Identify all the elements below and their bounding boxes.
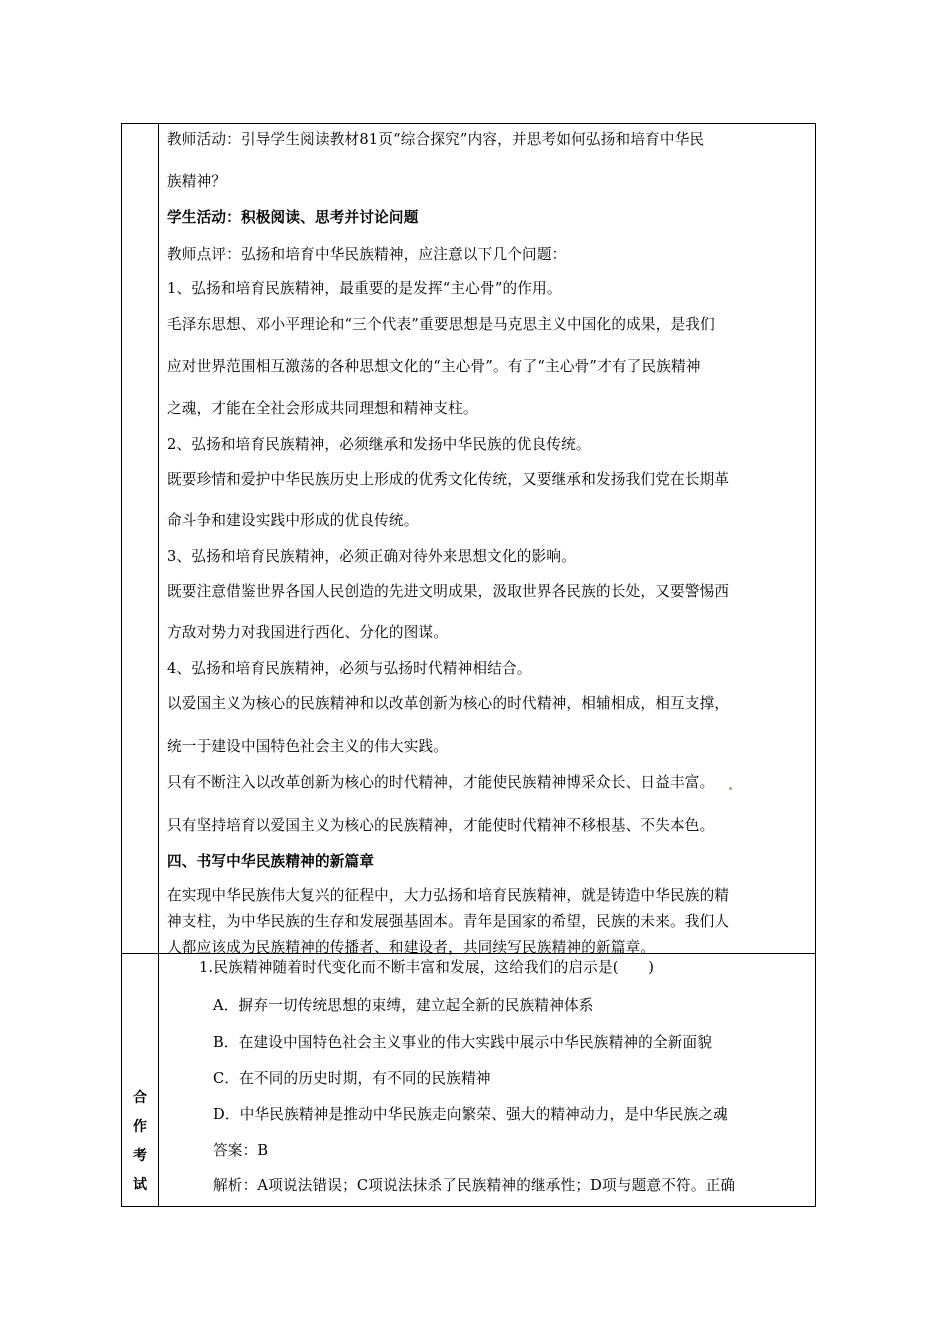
content-line: 在实现中华民族伟大复兴的征程中，大力弘扬和培育民族精神，就是铸造中华民族的精: [167, 887, 730, 904]
content-line: 应对世界范围相互激荡的各种思想文化的“主心骨”。有了“主心骨”才有了民族精神: [167, 358, 701, 375]
content-line: 以爱国主义为核心的民族精神和以改革创新为核心的时代精神，相辅相成，相互支撑，: [167, 695, 730, 712]
quiz-answer: 答案：B: [213, 1142, 269, 1159]
content-line: 毛泽东思想、邓小平理论和“三个代表”重要思想是马克思主义中国化的成果，是我们: [167, 316, 715, 333]
content-heading: 四、书写中华民族精神的新篇章: [167, 853, 375, 870]
quiz-option-b: B．在建设中国特色社会主义事业的伟大实践中展示中华民族精神的全新面貌: [213, 1034, 713, 1051]
content-line: 只有不断注入以改革创新为核心的时代精神，才能使民族精神博采众长、日益丰富。: [167, 774, 715, 791]
quiz-question: 1.民族精神随着时代变化而不断丰富和发展，这给我们的启示是( ): [199, 959, 655, 976]
content-line: 统一于建设中国特色社会主义的伟大实践。: [167, 738, 449, 755]
quiz-analysis: 解析：A项说法错误；C项说法抹杀了民族精神的继承性；D项与题意不符。正确: [213, 1177, 736, 1194]
content-line: 4、弘扬和培育民族精神，必须与弘扬时代精神相结合。: [167, 660, 532, 677]
section-label-char: 试: [133, 1177, 147, 1193]
quiz-option-c: C．在不同的历史时期，有不同的民族精神: [213, 1070, 491, 1087]
section-label-char: 考: [133, 1148, 147, 1164]
content-line: 教师活动：引导学生阅读教材81页“综合探究”内容，并思考如何弘扬和培育中华民: [167, 131, 705, 148]
content-line: 人都应该成为民族精神的传播者、和建设者，共同续写民族精神的新篇章。: [167, 939, 656, 956]
column-divider: [158, 123, 159, 1207]
content-line: 族精神？: [167, 173, 227, 190]
content-line: 命斗争和建设实践中形成的优良传统。: [167, 512, 419, 529]
quiz-option-a: A．摒弃一切传统思想的束缚，建立起全新的民族精神体系: [213, 997, 594, 1014]
content-line: 2、弘扬和培育民族精神，必须继承和发扬中华民族的优良传统。: [167, 436, 591, 453]
section-label-char: 合: [133, 1090, 147, 1106]
content-line: 只有坚持培育以爱国主义为核心的民族精神，才能使时代精神不移根基、不失本色。: [167, 817, 715, 834]
content-line: 神支柱，为中华民族的生存和发展强基固本。青年是国家的希望，民族的未来。我们人: [167, 913, 730, 930]
section-label: [128, 1084, 152, 1200]
content-line: 3、弘扬和培育民族精神，必须正确对待外来思想文化的影响。: [167, 548, 576, 565]
quiz-option-d: D．中华民族精神是推动中华民族走向繁荣、强大的精神动力，是中华民族之魂: [213, 1106, 728, 1123]
stray-mark: [729, 787, 732, 790]
section-label-char: 作: [133, 1119, 147, 1135]
content-line: 1、弘扬和培育民族精神，最重要的是发挥“主心骨”的作用。: [167, 280, 562, 297]
content-line: 教师点评：弘扬和培育中华民族精神，应注意以下几个问题：: [167, 246, 567, 263]
content-line: 既要注意借鉴世界各国人民创造的先进文明成果，汲取世界各民族的长处，又要警惕西: [167, 583, 730, 600]
content-line: 方敌对势力对我国进行西化、分化的图谋。: [167, 624, 449, 641]
content-line: 之魂，才能在全社会形成共同理想和精神支柱。: [167, 400, 478, 417]
content-line: 既要珍情和爱护中华民族历史上形成的优秀文化传统，又要继承和发扬我们党在长期革: [167, 471, 730, 488]
content-heading: 学生活动：积极阅读、思考并讨论问题: [167, 209, 419, 226]
